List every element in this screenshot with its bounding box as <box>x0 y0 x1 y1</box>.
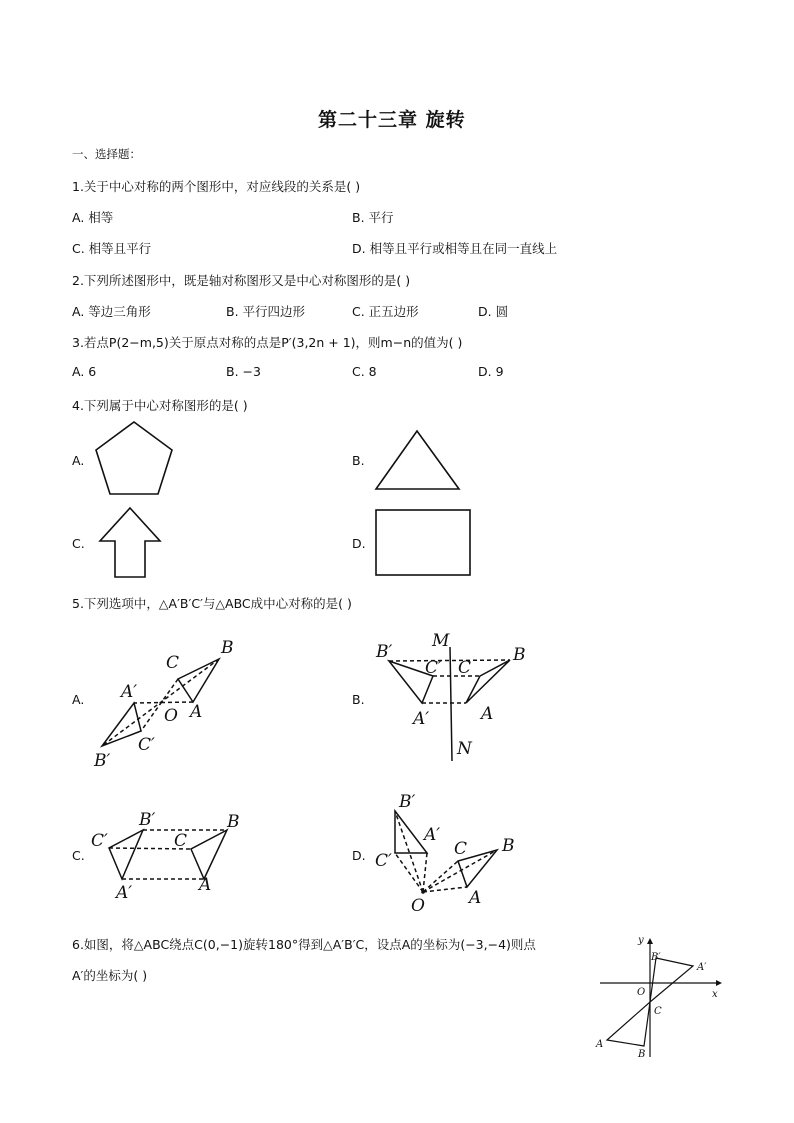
q5a-label: C′ <box>138 735 155 755</box>
question-2-option-d[interactable]: D. 圆 <box>478 304 509 319</box>
q5a-label: B′ <box>94 751 111 771</box>
q5c-label: C <box>174 831 188 851</box>
q5d-label: C′ <box>375 851 392 871</box>
q5d-label: B′ <box>399 792 416 812</box>
question-1-stem: 1.关于中心对称的两个图形中，对应线段的关系是( ) <box>72 179 361 194</box>
question-6-stem-line2: A′的坐标为( ) <box>72 968 148 983</box>
q5b-label: N <box>457 739 472 759</box>
q5c-label: A <box>199 875 212 895</box>
q5d-label: B <box>502 836 515 856</box>
question-3-option-d[interactable]: D. 9 <box>478 364 504 379</box>
q5b-label: C <box>458 658 472 678</box>
q5b-label: B′ <box>376 642 393 662</box>
q6-label: A′ <box>697 962 707 973</box>
q6-label: A <box>596 1039 604 1050</box>
q6-label: y <box>638 935 644 946</box>
question-4-label-b[interactable]: B. <box>352 453 365 468</box>
question-2-option-b[interactable]: B. 平行四边形 <box>226 304 306 319</box>
question-3-option-b[interactable]: B. −3 <box>226 364 261 379</box>
q5b-label: A <box>481 704 494 724</box>
q5a-label: C <box>166 653 180 673</box>
question-5-label-c[interactable]: C. <box>72 848 85 863</box>
question-5-stem: 5.下列选项中，△A′B′C′与△ABC成中心对称的是( ) <box>72 596 352 611</box>
question-1-option-b[interactable]: B. 平行 <box>352 210 394 225</box>
q6-label: C <box>654 1006 662 1017</box>
question-5-label-a[interactable]: A. <box>72 692 85 707</box>
question-5-label-d[interactable]: D. <box>352 848 366 863</box>
q5a-label: B <box>221 638 234 658</box>
question-2-stem: 2.下列所述图形中，既是轴对称图形又是中心对称图形的是( ) <box>72 273 411 288</box>
question-2-option-a[interactable]: A. 等边三角形 <box>72 304 151 319</box>
q6-label: x <box>712 989 718 1000</box>
question-2-option-c[interactable]: C. 正五边形 <box>352 304 419 319</box>
q5d-label: C <box>454 839 468 859</box>
q6-label: B′ <box>651 952 661 963</box>
question-5-label-b[interactable]: B. <box>352 692 365 707</box>
question-4-stem: 4.下列属于中心对称图形的是( ) <box>72 398 248 413</box>
question-1-option-c[interactable]: C. 相等且平行 <box>72 241 152 256</box>
q5c-label: B <box>227 812 240 832</box>
q6-label: O <box>637 987 646 998</box>
question-3-option-c[interactable]: C. 8 <box>352 364 377 379</box>
q5d-label: A <box>469 888 482 908</box>
section-heading: 一、选择题： <box>72 147 141 161</box>
question-3-option-a[interactable]: A. 6 <box>72 364 97 379</box>
question-1-option-a[interactable]: A. 相等 <box>72 210 114 225</box>
q5b-label: M <box>432 631 450 651</box>
q5a-label: A <box>190 702 203 722</box>
q5c-label: C′ <box>91 831 108 851</box>
q5b-label: B <box>513 645 526 665</box>
q5d-label: O <box>411 896 425 916</box>
q5b-label: A′ <box>413 709 430 729</box>
question-3-stem: 3.若点P(2−m,5)关于原点对称的点是P′(3,2n + 1)，则m−n的值为( ) <box>72 335 463 350</box>
q6-label: B <box>638 1049 646 1060</box>
page-title: 第二十三章 旋转 <box>318 109 466 131</box>
question-1-option-d[interactable]: D. 相等且平行或相等且在同一直线上 <box>352 241 558 256</box>
q5a-label: O <box>164 706 178 726</box>
q5c-label: B′ <box>139 810 156 830</box>
q5c-label: A′ <box>116 883 133 903</box>
question-4-label-c[interactable]: C. <box>72 536 85 551</box>
question-6-stem-line1: 6.如图，将△ABC绕点C(0,−1)旋转180°得到△A′B′C，设点A的坐标为(−3,−4)则点 <box>72 937 536 952</box>
question-4-label-d[interactable]: D. <box>352 536 366 551</box>
question-4-label-a[interactable]: A. <box>72 453 85 468</box>
q5d-label: A′ <box>424 825 441 845</box>
q5a-label: A′ <box>121 682 138 702</box>
q5b-label: C′ <box>425 658 442 678</box>
